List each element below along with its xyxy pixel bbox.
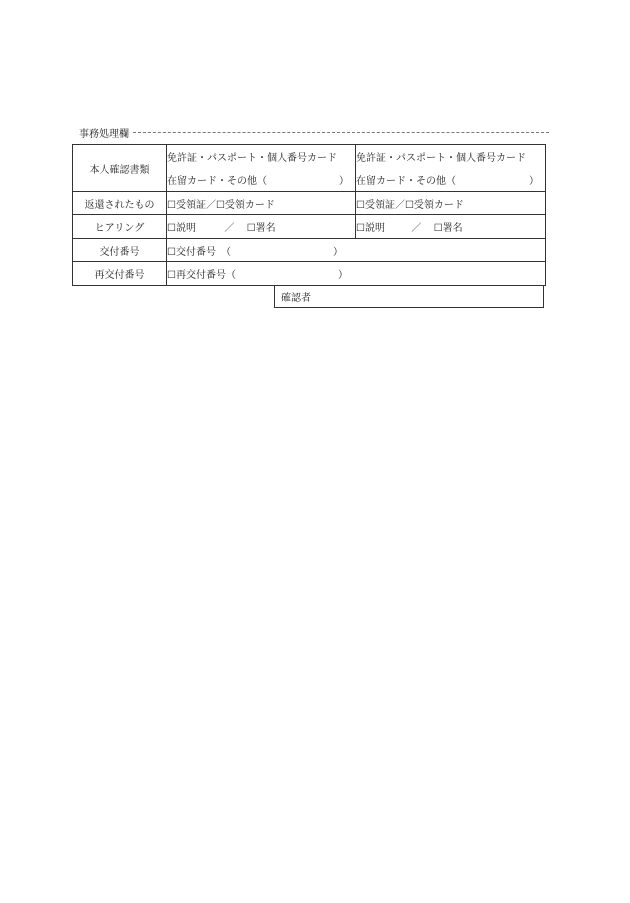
section-header: [79, 125, 549, 139]
id-check-line2-right-col2: ）: [529, 176, 539, 187]
returned-checkbox-col2[interactable]: ☐受領証／☐受領カード: [356, 192, 546, 215]
issue-number-suffix: ）: [332, 246, 343, 258]
table-row-hearing: [73, 215, 546, 239]
issue-number-cell[interactable]: [167, 239, 546, 262]
id-check-cell-2: [356, 145, 546, 192]
issue-number-prefix: ☐交付番号 （: [167, 246, 231, 258]
id-check-label: 本人確認書類: [73, 145, 167, 192]
id-check-line1-col1: 免許証・パスポート・個人番号カード: [167, 153, 337, 164]
id-check-line2-left-col1: 在留カード・その他（: [167, 176, 267, 187]
returned-label: 返還されたもの: [73, 192, 167, 215]
confirmer-box[interactable]: [274, 286, 544, 308]
hearing-sign-checkbox-col1[interactable]: ☐署名: [246, 223, 276, 234]
hearing-cell-col2: [356, 215, 546, 239]
section-title: 事務処理欄: [79, 128, 129, 140]
confirmer-label: 確認者: [281, 293, 311, 304]
reissue-number-cell[interactable]: [167, 262, 546, 286]
hearing-separator-col1: ／: [224, 223, 235, 234]
table-row-returned: [73, 192, 546, 215]
reissue-number-label: 再交付番号: [73, 262, 167, 286]
table-row-id-check: [73, 145, 546, 192]
hearing-explain-checkbox-col1[interactable]: ☐説明: [167, 223, 196, 234]
hearing-separator-col2: ／: [411, 223, 422, 234]
id-check-line2-right-col1: ）: [339, 176, 349, 187]
issue-number-label: 交付番号: [73, 239, 167, 262]
returned-checkbox-col1[interactable]: ☐受領証／☐受領カード: [167, 192, 356, 215]
id-check-line1-col2: 免許証・パスポート・個人番号カード: [356, 153, 526, 164]
hearing-label: ヒアリング: [73, 215, 167, 239]
table-row-issue-number: [73, 239, 546, 262]
reissue-number-suffix: ）: [337, 270, 348, 281]
table-row-reissue-number: [73, 262, 546, 286]
office-processing-table: [72, 144, 546, 286]
id-check-cell-1: [167, 145, 356, 192]
dotted-divider: [133, 132, 549, 133]
id-check-line2-left-col2: 在留カード・その他（: [356, 176, 456, 187]
hearing-sign-checkbox-col2[interactable]: ☐署名: [433, 223, 463, 234]
hearing-explain-checkbox-col2[interactable]: ☐説明: [356, 223, 385, 234]
reissue-number-prefix: ☐再交付番号（: [167, 270, 236, 281]
hearing-cell-col1: [167, 215, 356, 239]
